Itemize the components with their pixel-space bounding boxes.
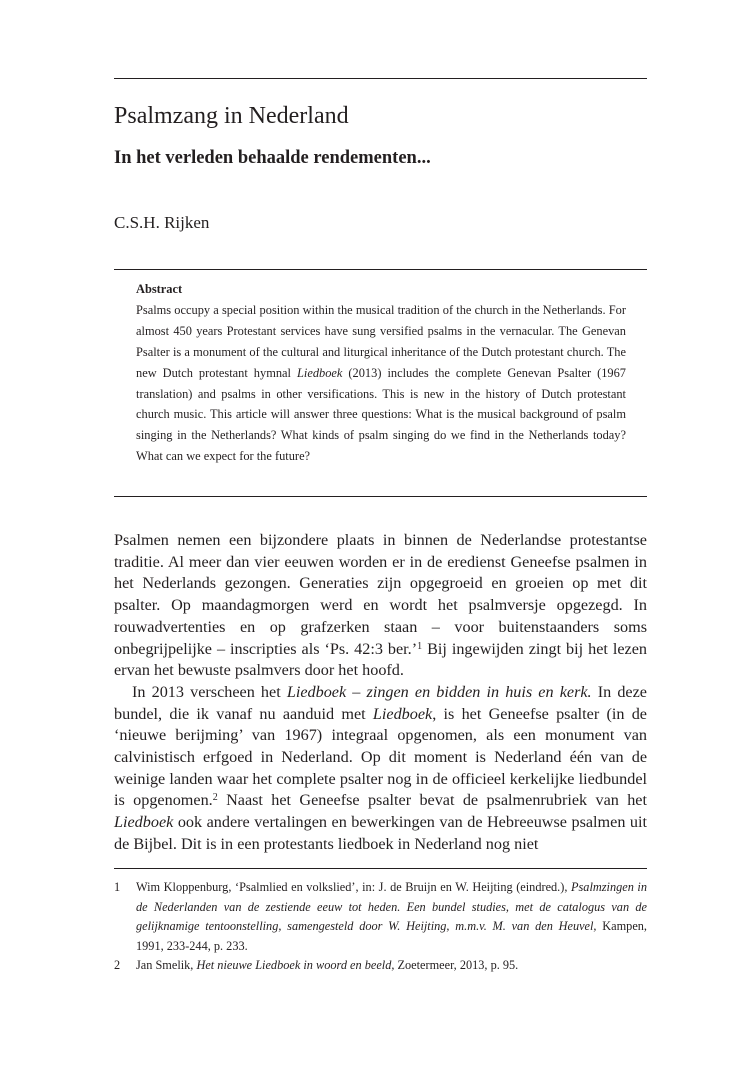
author-name: C.S.H. Rijken — [114, 213, 210, 232]
footnote-1: 1 Wim Kloppenburg, ‘Psalmlied en volkslied’, in: J. de Bruijn en W. Heijting (eindred.), Psalmzingen in de Nederlanden van de zestiende eeuw tot heden. Een bundel studies, met de catalogus van de gelijknamige tentoonstelling, samengesteld door W. Heijting, m.m.v. M. van den Heuvel, Kampen, 1991, 233-244, p. 233. — [114, 880, 648, 953]
abstract-bottom-rule — [114, 496, 647, 497]
abstract-block — [136, 279, 626, 467]
abstract-text: Psalms occupy a special position within the musical tradition of the church in the Netherlands. For almost 450 years Protestant services have sung versified psalms in the vernacular. The Genevan Psalter is a monument of the cultural and liturgical inheritance of the Dutch protestant church. The new Dutch protestant hymnal Liedboek (2013) includes the complete Genevan Psalter (1967 translation) and psalms in other versifications. This is new in the history of Dutch protestant church music. This article will answer three questions: What is the musical background of psalm singing in the Netherlands? What kinds of psalm singing do we find in the Netherlands today? What can we expect for the future? — [136, 302, 626, 464]
footnote-ref-1[interactable]: 1 — [417, 640, 423, 652]
abstract-top-rule — [114, 269, 647, 270]
footnote-2: 2 Jan Smelik, Het nieuwe Liedboek in woord en beeld, Zoetermeer, 2013, p. 95. — [114, 956, 647, 976]
article-subtitle: In het verleden behaalde rendementen... — [114, 148, 431, 168]
body-paragraph-1: Psalmen nemen een bijzondere plaats in binnen de Nederlandse protestantse traditie. Al meer dan vier eeuwen worden er in de eredienst Geneefse psalmen in het Nederlands gezongen. Generaties zijn opgegroeid en groeien op met dit psalter. Op maandagmorgen werd en wordt het psalmversje opgezegd. In rouwadvertenties en op grafzerken staan – voor buitenstaanders soms onbegrijpelijke – inscripties als ‘Ps. 42:3 ber.’$^1$ Bij ingewijden zingt bij het lezen ervan het bewuste psalmvers door het hoofd. — [114, 531, 647, 680]
footnotes — [114, 878, 647, 976]
article-title: Psalmzang in Nederland — [114, 103, 349, 129]
footnote-ref-2[interactable]: 2 — [212, 792, 218, 804]
abstract-heading: Abstract — [136, 282, 183, 296]
footnote-number: 1 — [114, 880, 121, 894]
body-paragraph-2: In 2013 verscheen het Liedboek – zingen en bidden in huis en kerk. In deze bundel, die ik vanaf nu aanduid met Liedboek, is het Geneefse psalter (in de ‘nieuwe berijming’ van 1967) integraal opgenomen, als een monument van calvinistisch erfgoed in Nederland. Op dit moment is Nederland één van de weinige landen waar het complete psalter nog in de officieel kerkelijke liedbundel is opgenomen.$^2$ Naast het Geneefse psalter bevat de psalmenrubriek van het Liedboek ook andere vertalingen en bewerkingen van de Hebreeuwse psalmen uit de Bijbel. Dit is in een protestants liedboek in Nederland nog niet — [114, 682, 647, 853]
abstract-italic-title: Liedboek — [296, 365, 343, 380]
footnote-rule — [114, 868, 647, 869]
top-rule — [114, 78, 647, 79]
body-text — [114, 530, 647, 856]
footnote-number: 2 — [114, 958, 121, 972]
